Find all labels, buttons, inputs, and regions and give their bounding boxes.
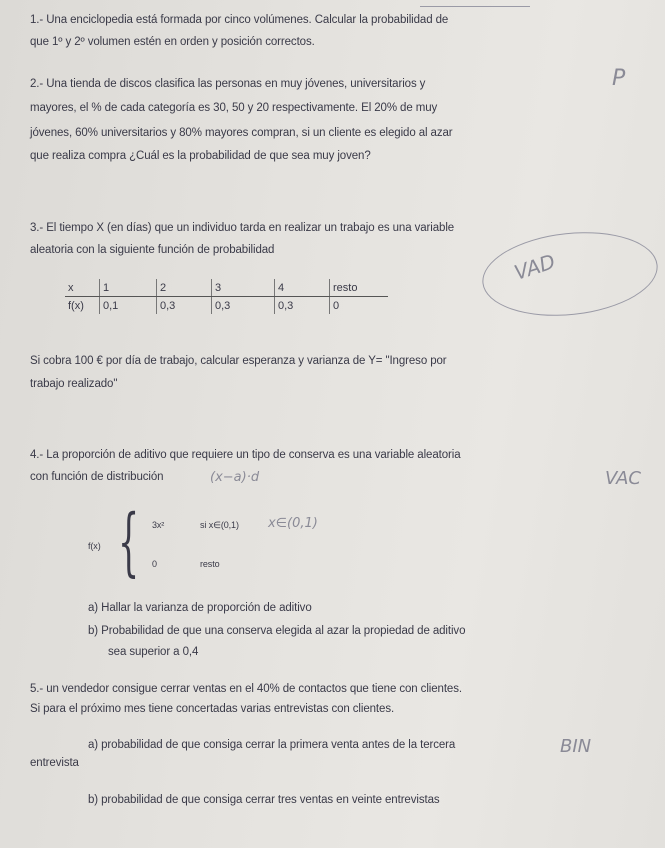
q3-line1: 3.- El tiempo X (en días) que un individuo tarda en realizar un trabajo es una variable (30, 222, 455, 234)
q4-part-b-line2: sea superior a 0,4 (108, 646, 199, 658)
q4-line2: con función de distribución (30, 471, 164, 483)
q4-line1: 4.- La proporción de aditivo que requiere un tipo de conserva es una variable aleatoria (30, 449, 461, 461)
q2-line3: jóvenes, 60% universitarios y 80% mayores compran, si un cliente es elegido al azar (30, 127, 453, 139)
table-header-cell: 1 (100, 279, 157, 297)
q3-line4: trabajo realizado" (30, 378, 118, 390)
function-label: f(x) (88, 541, 101, 551)
table-header-cell: x (65, 279, 100, 297)
q5-part-a-line2: entrevista (30, 757, 79, 769)
q4-part-b-line1: b) Probabilidad de que una conserva elegida al azar la propiedad de aditivo (88, 625, 466, 637)
q5-part-a-line1: a) probabilidad de que consiga cerrar la primera venta antes de la tercera (88, 739, 456, 751)
q2-line1: 2.- Una tienda de discos clasifica las personas en muy jóvenes, universitarios y (30, 78, 426, 90)
q1-line2: que 1º y 2º volumen estén en orden y posición correctos. (30, 36, 315, 48)
handwritten-note-p: P (612, 66, 626, 91)
pencil-line (420, 6, 530, 7)
table-header-cell: 3 (212, 279, 275, 297)
case1-expression: 3x² (152, 520, 165, 530)
q3-line3: Si cobra 100 € por día de trabajo, calcular esperanza y varianza de Y= "Ingreso por (30, 355, 447, 367)
case2-condition: resto (200, 559, 220, 569)
table-header-cell: resto (330, 279, 389, 297)
table-cell: 0,3 (275, 297, 330, 315)
q5-part-b: b) probabilidad de que consiga cerrar tres ventas en veinte entrevistas (88, 794, 440, 806)
q1-line1: 1.- Una enciclopedia está formada por cinco volúmenes. Calcular la probabilidad de (30, 14, 449, 26)
handwritten-note-vac: VAC (605, 468, 641, 489)
probability-table (65, 279, 388, 314)
handwritten-note-vad: VAD (511, 249, 559, 285)
handwritten-note-formula: (x−a)·d (210, 470, 260, 485)
handwritten-circle (478, 224, 662, 324)
q2-line4: que realiza compra ¿Cuál es la probabilidad de que sea muy joven? (30, 150, 371, 162)
table-header-cell: 2 (157, 279, 212, 297)
table-header-cell: 4 (275, 279, 330, 297)
table-cell: f(x) (68, 299, 84, 312)
handwritten-note-bin: BIN (560, 736, 592, 757)
case2-expression: 0 (152, 559, 157, 569)
table-cell: 0,1 (100, 297, 157, 315)
q4-part-a: a) Hallar la varianza de proporción de aditivo (88, 602, 312, 614)
q5-line2: Si para el próximo mes tiene concertadas varias entrevistas con clientes. (30, 703, 395, 715)
table-cell: 0,3 (212, 297, 275, 315)
q2-line2: mayores, el % de cada categoría es 30, 50 y 20 respectivamente. El 20% de muy (30, 102, 438, 114)
case1-condition: si x∈(0,1) (200, 520, 239, 530)
handwritten-note-interval: x∈(0,1) (268, 516, 318, 531)
q3-line2: aleatoria con la siguiente función de probabilidad (30, 244, 275, 256)
table-cell: 0 (330, 297, 389, 315)
table-cell: 0,3 (157, 297, 212, 315)
piecewise-brace: { (118, 499, 140, 585)
q5-line1: 5.- un vendedor consigue cerrar ventas en el 40% de contactos que tiene con clientes. (30, 683, 462, 695)
